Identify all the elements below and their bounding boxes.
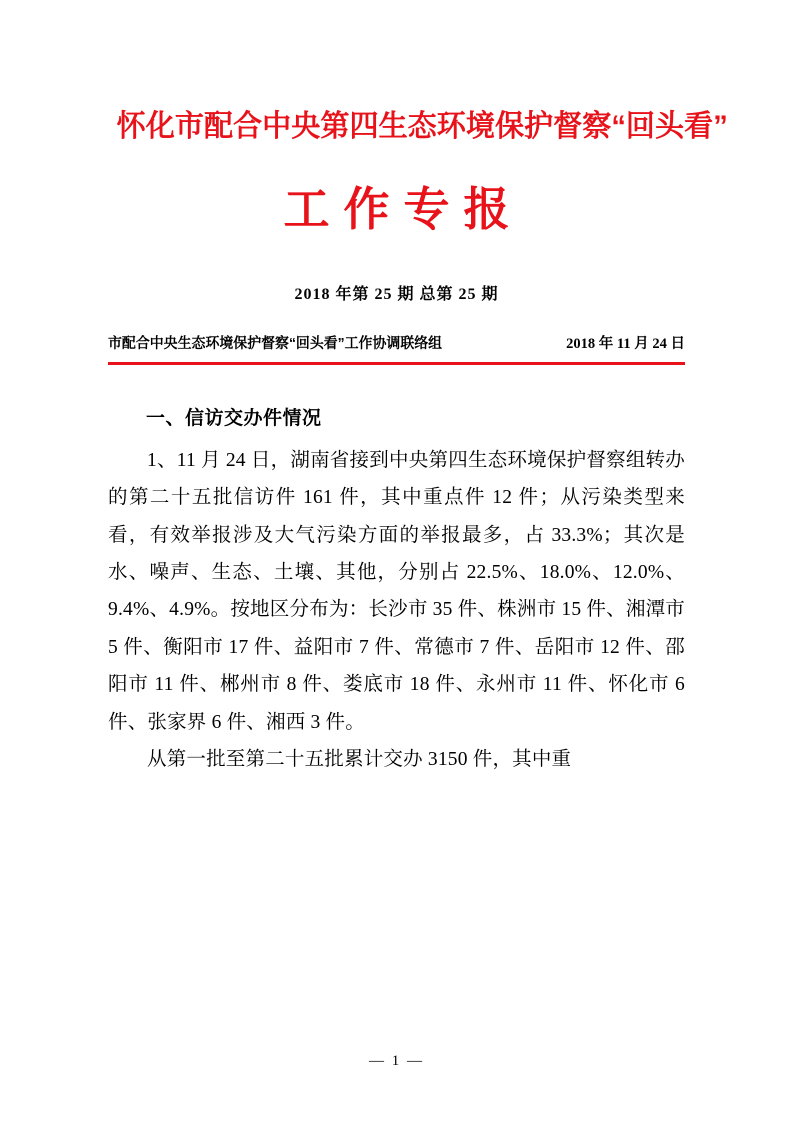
- masthead-title: 怀化市配合中央第四生态环境保护督察“回头看”: [116, 110, 728, 143]
- masthead-subtitle: 工作专报: [283, 182, 524, 235]
- body-text: [108, 442, 685, 779]
- issuing-unit-line: [108, 332, 685, 353]
- masthead: [108, 108, 728, 304]
- page-number: — 1 —: [369, 1053, 424, 1069]
- issuing-unit: 市配合中央生态环境保护督察“回头看”工作协调联络组: [108, 335, 443, 352]
- paragraph-1: 1、11 月 24 日，湖南省接到中央第四生态环境保护督察组转办的第二十五批信访件 161 件，其中重点件 12 件；从污染类型来看，有效举报涉及大气污染方面的举报最多，占 33.3%；其次是水、噪声、生态、土壤、其他，分别占 22.5%、18.0%、12.0%、9.4%、4.9%。按地区分布为：长沙市 35 件、株洲市 15 件、湘潭市 5 件、衡阳市 17 件、益阳市 7 件、常德市 7 件、岳阳市 12 件、邵阳市 11 件、郴州市 8 件、娄底市 18 件、永州市 11 件、怀化市 6 件、张家界 6 件、湘西 3 件。: [108, 449, 685, 733]
- section-heading-petition-cases: 一、信访交办件情况: [146, 407, 322, 429]
- issue-number: 2018 年第 25 期 总第 25 期: [294, 285, 499, 303]
- paragraph-2: 从第一批至第二十五批累计交办 3150 件，其中重: [147, 749, 572, 771]
- red-divider-rule: [108, 362, 685, 365]
- issue-date: 2018 年 11 月 24 日: [566, 335, 685, 352]
